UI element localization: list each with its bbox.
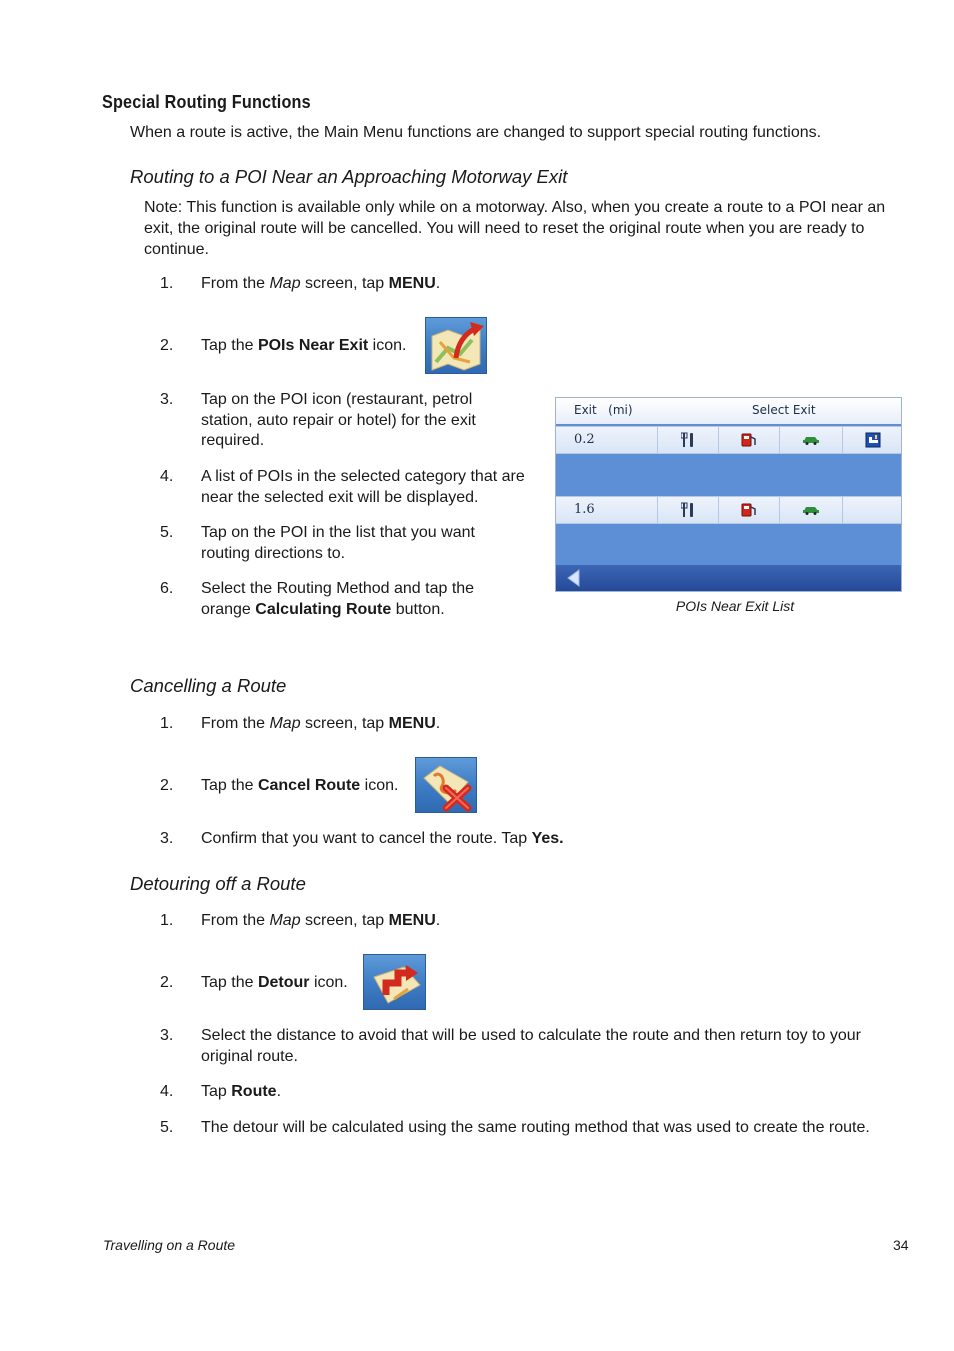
- step-text-italic: Map: [269, 715, 301, 732]
- step-number: 2.: [160, 974, 174, 991]
- step-number: 1.: [160, 912, 174, 929]
- exit-row[interactable]: [556, 426, 901, 454]
- petrol-station-icon[interactable]: [718, 427, 779, 453]
- poi-list-header: [556, 398, 901, 424]
- step-text-part: Tap the: [201, 337, 258, 354]
- step-text-bold: Cancel Route: [257, 777, 361, 794]
- intro-text: When a route is active, the Main Menu functions are changed to support special routing functions.: [130, 124, 822, 141]
- step-text-part: From the: [201, 912, 270, 929]
- step-text-part: .: [276, 1083, 282, 1100]
- step-text-part: button.: [391, 600, 445, 618]
- step-number: 2.: [160, 777, 174, 794]
- detour-heading: Detouring off a Route: [130, 873, 306, 894]
- step-text-part: icon.: [360, 777, 399, 794]
- step-text-bold: Detour: [257, 974, 310, 991]
- step-number: 4.: [160, 1083, 174, 1100]
- cancel-route-icon[interactable]: [415, 757, 477, 813]
- step-number: 4.: [160, 468, 174, 485]
- step-text: A list of POIs in the selected category that are near the selected exit will be displayed.: [201, 468, 525, 506]
- step-text: [201, 336, 406, 357]
- step-text: The detour will be calculated using the same routing method that was used to create the route.: [201, 1119, 870, 1136]
- restaurant-icon[interactable]: [657, 427, 718, 453]
- step-number: 5.: [160, 1119, 174, 1136]
- step-text-part: icon.: [368, 337, 407, 354]
- empty-cell: [842, 497, 902, 523]
- step-number: 1.: [160, 275, 174, 292]
- step-number: 1.: [160, 715, 174, 732]
- step-text-part: From the: [201, 715, 270, 732]
- step-text-bold: Calculating Route: [255, 600, 392, 618]
- step-text: [201, 829, 564, 850]
- step-text: Tap on the POI in the list that you want routing directions to.: [201, 524, 475, 562]
- step-text: [201, 973, 348, 994]
- step-text-bold: POIs Near Exit: [257, 337, 369, 354]
- step-text-part: Tap: [201, 1083, 232, 1100]
- pois-near-exit-icon[interactable]: [425, 317, 487, 374]
- step-text: [201, 911, 440, 932]
- select-exit-header: Select Exit: [752, 403, 816, 417]
- screen-caption: POIs Near Exit List: [675, 598, 795, 614]
- step-text-italic: Map: [269, 275, 301, 292]
- step-text-part: .: [435, 912, 441, 929]
- back-arrow-icon[interactable]: [566, 569, 582, 587]
- footer-chapter: Travelling on a Route: [103, 1237, 236, 1253]
- petrol-station-icon[interactable]: [718, 497, 779, 523]
- step-number: 2.: [160, 337, 174, 354]
- step-text-part: Select the Routing Method and tap the orange: [201, 580, 475, 618]
- step-number: 5.: [160, 524, 174, 541]
- step-text-part: Tap the: [201, 777, 258, 794]
- step-text-part: icon.: [309, 974, 348, 991]
- step-text-part: .: [435, 715, 441, 732]
- auto-repair-icon[interactable]: [779, 427, 842, 453]
- exit-distance: 0.2: [574, 432, 595, 447]
- step-text-part: screen, tap: [300, 715, 389, 732]
- detour-icon[interactable]: [363, 954, 426, 1010]
- auto-repair-icon[interactable]: [779, 497, 842, 523]
- step-number: 3.: [160, 830, 174, 847]
- step-text-bold: MENU: [388, 912, 436, 929]
- page-number: 34: [893, 1237, 909, 1253]
- pois-near-exit-screen: [555, 397, 902, 592]
- exit-column-header: Exit (mi): [574, 403, 633, 417]
- step-text-part: From the: [201, 275, 270, 292]
- step-text-part: Tap the: [201, 974, 258, 991]
- exit-distance: 1.6: [574, 502, 595, 517]
- section-title: Special Routing Functions: [102, 92, 311, 112]
- poi-heading: Routing to a POI Near an Approaching Motorway Exit: [130, 166, 568, 187]
- step-text-bold: Yes.: [531, 830, 564, 847]
- exit-row[interactable]: [556, 496, 901, 524]
- step-text: [201, 776, 398, 797]
- step-text-part: .: [435, 275, 441, 292]
- restaurant-icon[interactable]: [657, 497, 718, 523]
- step-number: 3.: [160, 1027, 174, 1044]
- step-text: [201, 714, 440, 735]
- hotel-icon[interactable]: [842, 427, 902, 453]
- step-text-part: screen, tap: [300, 912, 389, 929]
- cancel-heading: Cancelling a Route: [130, 675, 287, 696]
- step-text-bold: MENU: [388, 715, 436, 732]
- step-text: Tap on the POI icon (restaurant, petrol station, auto repair or hotel) for the exit required.: [201, 391, 476, 449]
- step-text-part: screen, tap: [300, 275, 389, 292]
- step-text: [201, 579, 521, 620]
- step-number: 3.: [160, 391, 174, 408]
- step-text-part: Confirm that you want to cancel the route. Tap: [201, 830, 532, 847]
- step-text-italic: Map: [269, 912, 301, 929]
- step-text: [201, 274, 440, 295]
- poi-note: Note: This function is available only while on a motorway. Also, when you create a route to a POI near an exit, the original route will be cancelled. You will need to reset the original route when you are ready to continue.: [144, 199, 886, 258]
- step-text: [201, 1082, 281, 1103]
- step-text-bold: Route: [231, 1083, 277, 1100]
- poi-list-footer: [556, 565, 901, 591]
- step-text-bold: MENU: [388, 275, 436, 292]
- step-number: 6.: [160, 580, 174, 597]
- step-text: Select the distance to avoid that will be used to calculate the route and then return toy to your original route.: [201, 1027, 861, 1065]
